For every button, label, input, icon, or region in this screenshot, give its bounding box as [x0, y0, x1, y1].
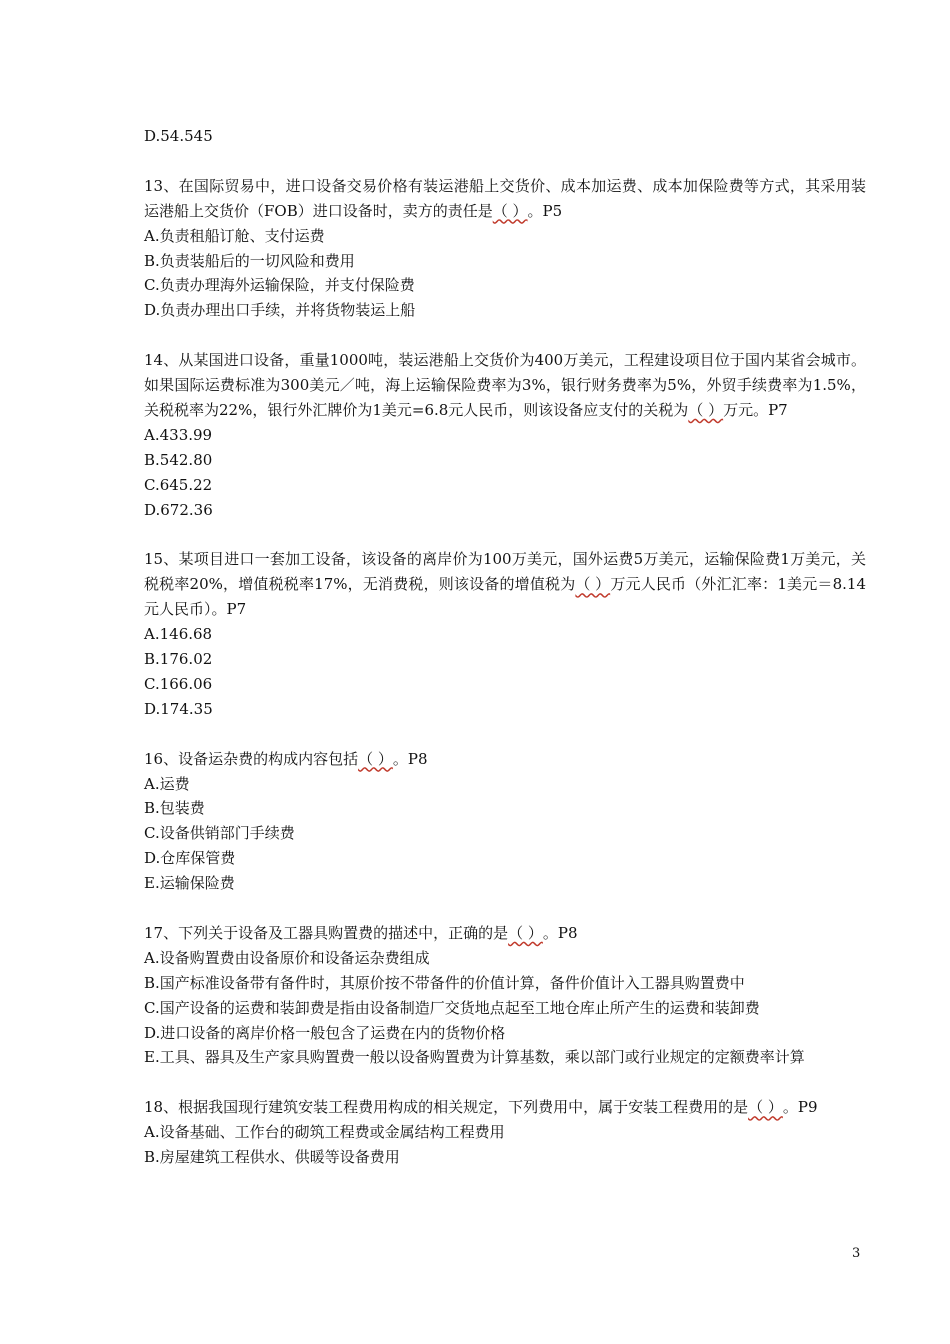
option: A.负责租船订舱、支付运费	[144, 226, 325, 245]
question-13-stem: 13、在国际贸易中，进口设备交易价格有装运港船上交货价、成本加运费、成本加保险费等方式，其采用装运港船上交货价（FOB）进口设备时，卖方的责任是（ ）。P5	[144, 174, 866, 224]
question-18	[144, 1095, 866, 1170]
option: B.542.80	[144, 450, 213, 469]
question-16	[144, 747, 866, 896]
page-number: 3	[852, 1246, 861, 1261]
answer-blank: （ ）	[508, 923, 543, 942]
option: C.645.22	[144, 475, 213, 494]
option: B.负责装船后的一切风险和费用	[144, 251, 355, 270]
option: A.433.99	[144, 425, 213, 444]
option: C.设备供销部门手续费	[144, 824, 295, 843]
option: A.设备基础、工作台的砌筑工程费或金属结构工程费用	[144, 1123, 505, 1142]
option: B.国产标准设备带有备件时，其原价按不带备件的价值计算，备件价值计入工器具购置费中	[144, 973, 745, 992]
question-14-stem: 14、从某国进口设备，重量1000吨，装运港船上交货价为400万美元，工程建设项目位于国内某省会城市。如果国际运费标准为300美元／吨，海上运输保险费率为3%，银行财务费率为5%，外贸手续费率为1.5%，关税税率为22%，银行外汇牌价为1美元=6.8元人民币，则该设备应支付的关税为（ ）万元。P7	[144, 348, 866, 423]
question-13	[144, 174, 866, 323]
option: B.176.02	[144, 649, 213, 668]
option: E.工具、器具及生产家具购置费一般以设备购置费为计算基数，乘以部门或行业规定的定额费率计算	[144, 1048, 805, 1067]
question-15	[144, 547, 866, 721]
question-17	[144, 921, 866, 1070]
option: D.负责办理出口手续，并将货物装运上船	[144, 301, 416, 320]
question-17-stem: 17、下列关于设备及工器具购置费的描述中，正确的是（ ）。P8	[144, 921, 866, 946]
option: D.174.35	[144, 699, 213, 718]
question-15-stem: 15、某项目进口一套加工设备，该设备的离岸价为100万美元，国外运费5万美元，运输保险费1万美元，关税税率20%，增值税税率17%，无消费税，则该设备的增值税为（ ）万元人民币（外汇汇率：1美元＝8.14元人民币）。P7	[144, 550, 866, 619]
option: D.仓库保管费	[144, 849, 236, 868]
option: E.运输保险费	[144, 874, 235, 893]
option-d-previous: D.54.545	[144, 127, 213, 145]
question-16-stem: 16、设备运杂费的构成内容包括（ ）。P8	[144, 747, 866, 772]
option: D.672.36	[144, 500, 213, 519]
question-14	[144, 348, 866, 522]
option: B.包装费	[144, 799, 205, 818]
option: A.设备购置费由设备原价和设备运杂费组成	[144, 948, 430, 967]
option: A.运费	[144, 774, 190, 793]
option: C.166.06	[144, 674, 213, 693]
document-body	[144, 124, 866, 1170]
option: A.146.68	[144, 625, 213, 644]
option: D.进口设备的离岸价格一般包含了运费在内的货物价格	[144, 1023, 506, 1042]
answer-blank: （ ）	[492, 201, 528, 220]
answer-blank: （ ）	[575, 575, 611, 594]
option: B.房屋建筑工程供水、供暖等设备费用	[144, 1148, 400, 1167]
option: C.负责办理海外运输保险，并支付保险费	[144, 276, 415, 295]
question-18-stem: 18、根据我国现行建筑安装工程费用构成的相关规定，下列费用中，属于安装工程费用的是（ ）。P9	[144, 1095, 866, 1120]
answer-blank: （ ）	[748, 1098, 783, 1117]
option: C.国产设备的运费和装卸费是指由设备制造厂交货地点起至工地仓库止所产生的运费和装卸费	[144, 998, 760, 1017]
answer-blank: （ ）	[358, 749, 393, 768]
answer-blank: （ ）	[688, 400, 724, 419]
